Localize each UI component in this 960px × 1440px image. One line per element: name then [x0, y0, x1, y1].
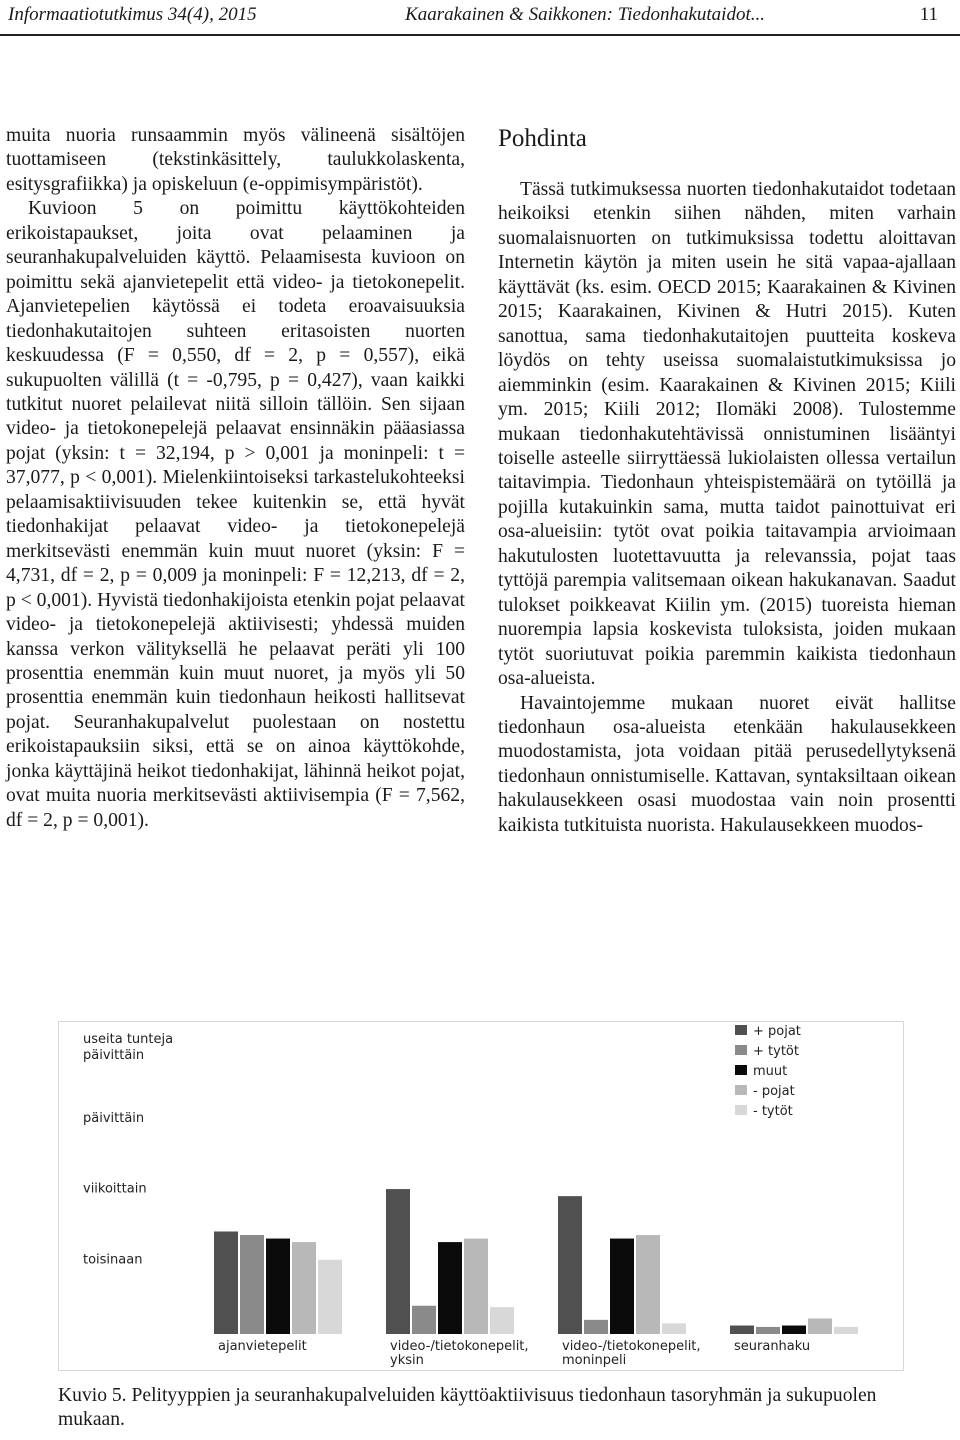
legend-label: + pojat: [753, 1024, 801, 1039]
figure-5-chart: [58, 1021, 904, 1371]
section-title-pohdinta: Pohdinta: [498, 125, 587, 152]
legend-swatch: [735, 1105, 747, 1115]
bar: [782, 1326, 806, 1334]
bar: [834, 1327, 858, 1334]
paragraph-continued: muita nuoria runsaammin myös välineenä sisältöjen tuottamiseen (tekstinkäsittely, taulukkolaskenta, esitysgrafiikka) ja opiskeluun (e-oppimisympäristöt).: [6, 125, 465, 195]
legend-swatch: [735, 1065, 747, 1075]
bar: [464, 1239, 488, 1334]
legend-label: - tytöt: [753, 1104, 793, 1119]
bar: [662, 1323, 686, 1334]
bar: [412, 1306, 436, 1334]
bar: [292, 1242, 316, 1334]
journal-header: Informaatiotutkimus 34(4), 2015: [8, 4, 257, 25]
paragraph-discussion-1: Tässä tutkimuksessa nuorten tiedonhakutaidot todetaan heikoiksi etenkin siihen nähden, miten varhain suomalaisnuorten on tutkimuksissa todettu aloittavan Internetin käytön ja miten usein he sitä vapaa-ajallaan käyttävät (ks. esim. OECD 2015; Kaarakainen & Kivinen 2015; Kaarakainen, Kivinen & Hutri 2015). Kuten sanottua, sama tiedonhakutaitojen puutteita koskeva löydös on tehty useissa suomalaistutkimuksissa jo aiemminkin (esim. Kaarakainen & Kivinen 2015; Kiili ym. 2015; Kiili 2012; Ilomäki 2008). Tulostemme mukaan tiedonhakutehtävissä onnistuminen lisääntyi toiselle asteelle siirryttäessä lukiolaisten ollessa vertailun taitavimpia. Tiedonhaun yhteispistemäärä on tytöillä ja pojilla kutakuinkin sama, mutta taidot painottuivat eri osa-alueisiin: tytöt ovat poikia taitavampia arvioimaan hakutulosten luotettavuutta ja relevanssia, pojat taas tyttöjä parempia valitsemaan oikean hakukanavan. Saadut tulokset poikkeavat Kiilin ym. (2015) tuoreista hieman nuorempia lapsia koskevista tuloksista, joiden mukaan tytöt suoriutuvat poikia paremmin kaikista tiedonhaun osa-alueista.: [498, 179, 956, 690]
bar: [756, 1327, 780, 1334]
bar: [730, 1326, 754, 1334]
bar: [438, 1242, 462, 1334]
header-rule: [0, 34, 960, 36]
legend-swatch: [735, 1045, 747, 1055]
bar: [558, 1196, 582, 1334]
figure-caption: Kuvio 5. Pelityyppien ja seuranhakupalveluiden käyttöaktiivisuus tiedonhaun tasoryhmän ja sukupuolen mukaan.: [58, 1385, 877, 1430]
bar: [584, 1320, 608, 1334]
x-tick-label: seuranhaku: [734, 1339, 811, 1354]
bar: [808, 1318, 832, 1334]
left-column: [6, 124, 465, 833]
legend-swatch: [735, 1025, 747, 1035]
paragraph-figure5-discussion: Kuvioon 5 on poimittu käyttökohteiden erikoistapaukset, joita ovat pelaaminen ja seuranhakupalveluiden käyttö. Pelaamisesta kuvioon on poimittu sekä ajanvietepelit että video- ja tietokonepelit. Ajanvietepelien käytössä ei todeta eroavaisuuksia tiedonhakutaitojen suhteen eritasoisten nuorten keskuudessa (F = 0,550, df = 2, p = 0,557), eikä sukupuolten välillä (t = -0,795, p = 0,427), vaan kaikki tutkitut nuoret pelailevat niitä silloin tällöin. Sen sijaan video- ja tietokonepelejä pelaavat ensinnäkin pääasiassa pojat (yksin: t = 32,194, p > 0,001 ja moninpeli: t = 37,077, p < 0,001). Mielenkiintoiseksi tarkastelukohteeksi pelaamisaktiivisuuden tekee kuitenkin se, että hyvät tiedonhakijat pelaavat video- ja tietokonepelejä merkitsevästi enemmän kuin muut nuoret (yksin: F = 4,731, df = 2, p = 0,009 ja moninpeli: F = 12,213, df = 2, p < 0,001). Hyvistä tiedonhakijoista etenkin pojat pelaavat video- ja tietokonepelejä aktiivisesti; yhdessä muiden kanssa verkon välityksellä he pelaavat peräti yli 100 prosenttia enemmän kuin muut nuoret, ja myös yli 50 prosenttia enemmän kuin tiedonhaun heikosti hallitsevat pojat. Seuranhakupalvelut puolestaan on nostettu erikoistapauksiin siksi, että se on ainoa käyttökohde, jonka käyttäjinä heikot tiedonhakijat, lähinnä heikot pojat, ovat muita nuoria merkitsevästi aktiivisempia (F = 7,562, df = 2, p = 0,001).: [6, 198, 465, 831]
legend-swatch: [735, 1085, 747, 1095]
bar: [214, 1231, 238, 1334]
bar: [266, 1239, 290, 1334]
bar-chart: [59, 1022, 903, 1370]
bar: [610, 1239, 634, 1334]
x-tick-label: video-/tietokonepelit, yksin: [390, 1339, 529, 1368]
bar: [318, 1260, 342, 1334]
y-tick-label: päivittäin: [83, 1110, 145, 1126]
y-tick-label: viikoittain: [83, 1181, 147, 1197]
x-tick-label: ajanvietepelit: [218, 1339, 307, 1354]
bar: [240, 1235, 264, 1334]
legend-label: + tytöt: [753, 1044, 799, 1059]
bar: [636, 1235, 660, 1334]
bar: [490, 1307, 514, 1334]
y-tick-label: toisinaan: [83, 1252, 143, 1268]
right-column: [498, 178, 956, 838]
x-tick-label: video-/tietokonepelit, moninpeli: [562, 1339, 701, 1368]
legend-label: - pojat: [753, 1084, 795, 1099]
paragraph-discussion-2: Havaintojemme mukaan nuoret eivät hallitse tiedonhaun osa-alueista etenkään hakulausekkeen muodostamista, jota voidaan pitää perusedellytyksenä tiedonhaun onnistumiselle. Kattavan, syntaksiltaan oikean hakulausekkeen osasi muodostaa vain noin prosentti kaikista tutkituista nuorista. Hakulausekkeen muodos-: [498, 692, 956, 836]
legend-label: muut: [753, 1064, 788, 1079]
page-number: 11: [919, 4, 938, 25]
y-tick-label: useita tunteja päivittäin: [83, 1032, 174, 1064]
running-title: Kaarakainen & Saikkonen: Tiedonhakutaidot...: [405, 4, 765, 25]
bar: [386, 1189, 410, 1334]
